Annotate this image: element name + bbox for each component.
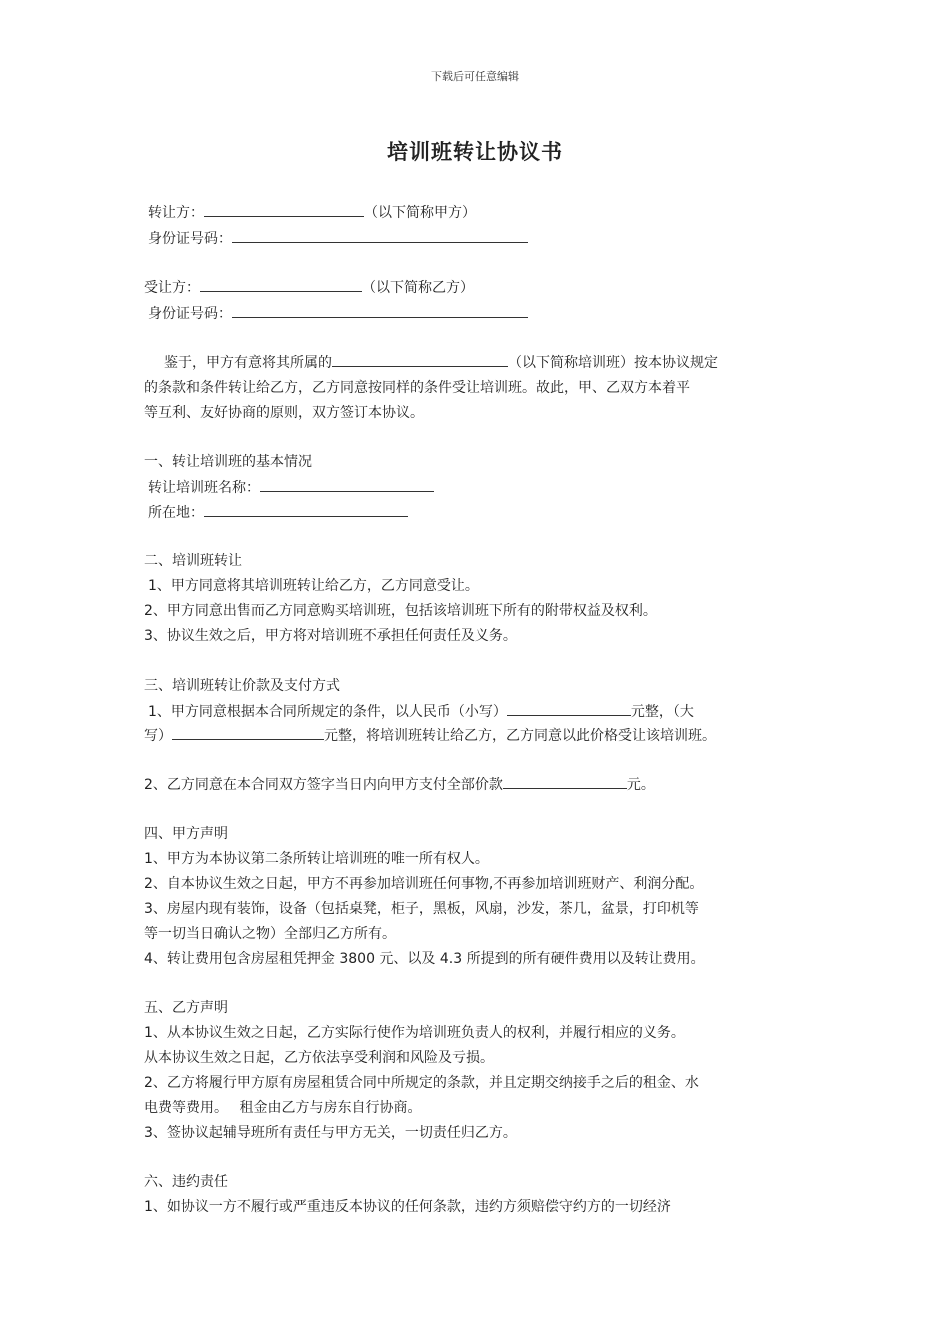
section4-heading: 四、甲方声明 <box>144 826 228 842</box>
section5-item1-line2: 从本协议生效之日起，乙方依法享受利润和风险及亏损。 <box>144 1050 494 1066</box>
payment-amount-blank[interactable] <box>503 774 627 789</box>
school-name-blank[interactable] <box>332 352 508 367</box>
transferor-id-blank[interactable] <box>232 228 528 243</box>
preamble-line-3: 等互利、友好协商的原则，双方签订本协议。 <box>144 405 424 421</box>
location-field[interactable] <box>204 502 408 517</box>
section5-item3: 3、签协议起辅导班所有责任与甲方无关，一切责任归乙方。 <box>144 1125 517 1141</box>
preamble-line-2: 的条款和条件转让给乙方，乙方同意按同样的条件受让培训班。故此，甲、乙双方本着平 <box>144 380 690 396</box>
transferee-line: 受让方： （以下简称乙方） <box>144 277 474 298</box>
section3-item1-line1: 1、甲方同意根据本合同所规定的条件，以人民币（小写） 元整，（大 <box>148 701 694 722</box>
section5-item2-line2: 电费等费用。 租金由乙方与房东自行协商。 <box>144 1100 422 1116</box>
section4-item3-line1: 3、房屋内现有装饰，设备（包括桌凳，柜子，黑板，风扇，沙发，茶几，盆景，打印机等 <box>144 901 699 917</box>
price-lowercase-blank[interactable] <box>507 701 631 716</box>
section4-item3-line2: 等一切当日确认之物）全部归乙方所有。 <box>144 926 396 942</box>
section4-item1: 1、甲方为本协议第二条所转让培训班的唯一所有权人。 <box>144 851 489 867</box>
section5-heading: 五、乙方声明 <box>144 1000 228 1016</box>
section4-item2: 2、自本协议生效之日起，甲方不再参加培训班任何事物,不再参加培训班财产、利润分配。 <box>144 876 704 892</box>
school-name-line: 转让培训班名称： <box>148 477 434 498</box>
section6-heading: 六、违约责任 <box>144 1174 228 1190</box>
document-title: 培训班转让协议书 <box>387 140 563 164</box>
transferor-id-line: 身份证号码： <box>148 228 528 249</box>
price-uppercase-blank[interactable] <box>172 725 324 740</box>
transferee-id-blank[interactable] <box>232 303 528 318</box>
section6-item1: 1、如协议一方不履行或严重违反本协议的任何条款，违约方须赔偿守约方的一切经济 <box>144 1199 671 1215</box>
section3-heading: 三、培训班转让价款及支付方式 <box>144 678 340 694</box>
header-note: 下载后可任意编辑 <box>431 70 519 83</box>
school-name-field[interactable] <box>260 477 434 492</box>
section1-heading: 一、转让培训班的基本情况 <box>144 454 312 470</box>
preamble-line-1: 鉴于，甲方有意将其所属的 （以下简称培训班）按本协议规定 <box>164 352 718 373</box>
section3-item1-line2: 写） 元整，将培训班转让给乙方，乙方同意以此价格受让该培训班。 <box>144 725 716 746</box>
section2-item2: 2、甲方同意出售而乙方同意购买培训班，包括该培训班下所有的附带权益及权利。 <box>144 603 657 619</box>
transferee-blank[interactable] <box>200 277 362 292</box>
section2-heading: 二、培训班转让 <box>144 553 242 569</box>
section3-item2: 2、乙方同意在本合同双方签字当日内向甲方支付全部价款 元。 <box>144 774 655 795</box>
transferor-blank[interactable] <box>204 202 364 217</box>
section2-item3: 3、协议生效之后，甲方将对培训班不承担任何责任及义务。 <box>144 628 517 644</box>
section4-item4: 4、转让费用包含房屋租凭押金 3800 元、以及 4.3 所提到的所有硬件费用以及转让费用。 <box>144 951 705 967</box>
transferee-id-line: 身份证号码： <box>148 303 528 324</box>
section5-item1-line1: 1、从本协议生效之日起，乙方实际行使作为培训班负责人的权利，并履行相应的义务。 <box>144 1025 685 1041</box>
transferor-line: 转让方： （以下简称甲方） <box>148 202 476 223</box>
section5-item2-line1: 2、乙方将履行甲方原有房屋租赁合同中所规定的条款，并且定期交纳接手之后的租金、水 <box>144 1075 699 1091</box>
section2-item1: 1、甲方同意将其培训班转让给乙方，乙方同意受让。 <box>148 578 479 594</box>
location-line: 所在地： <box>148 502 408 523</box>
